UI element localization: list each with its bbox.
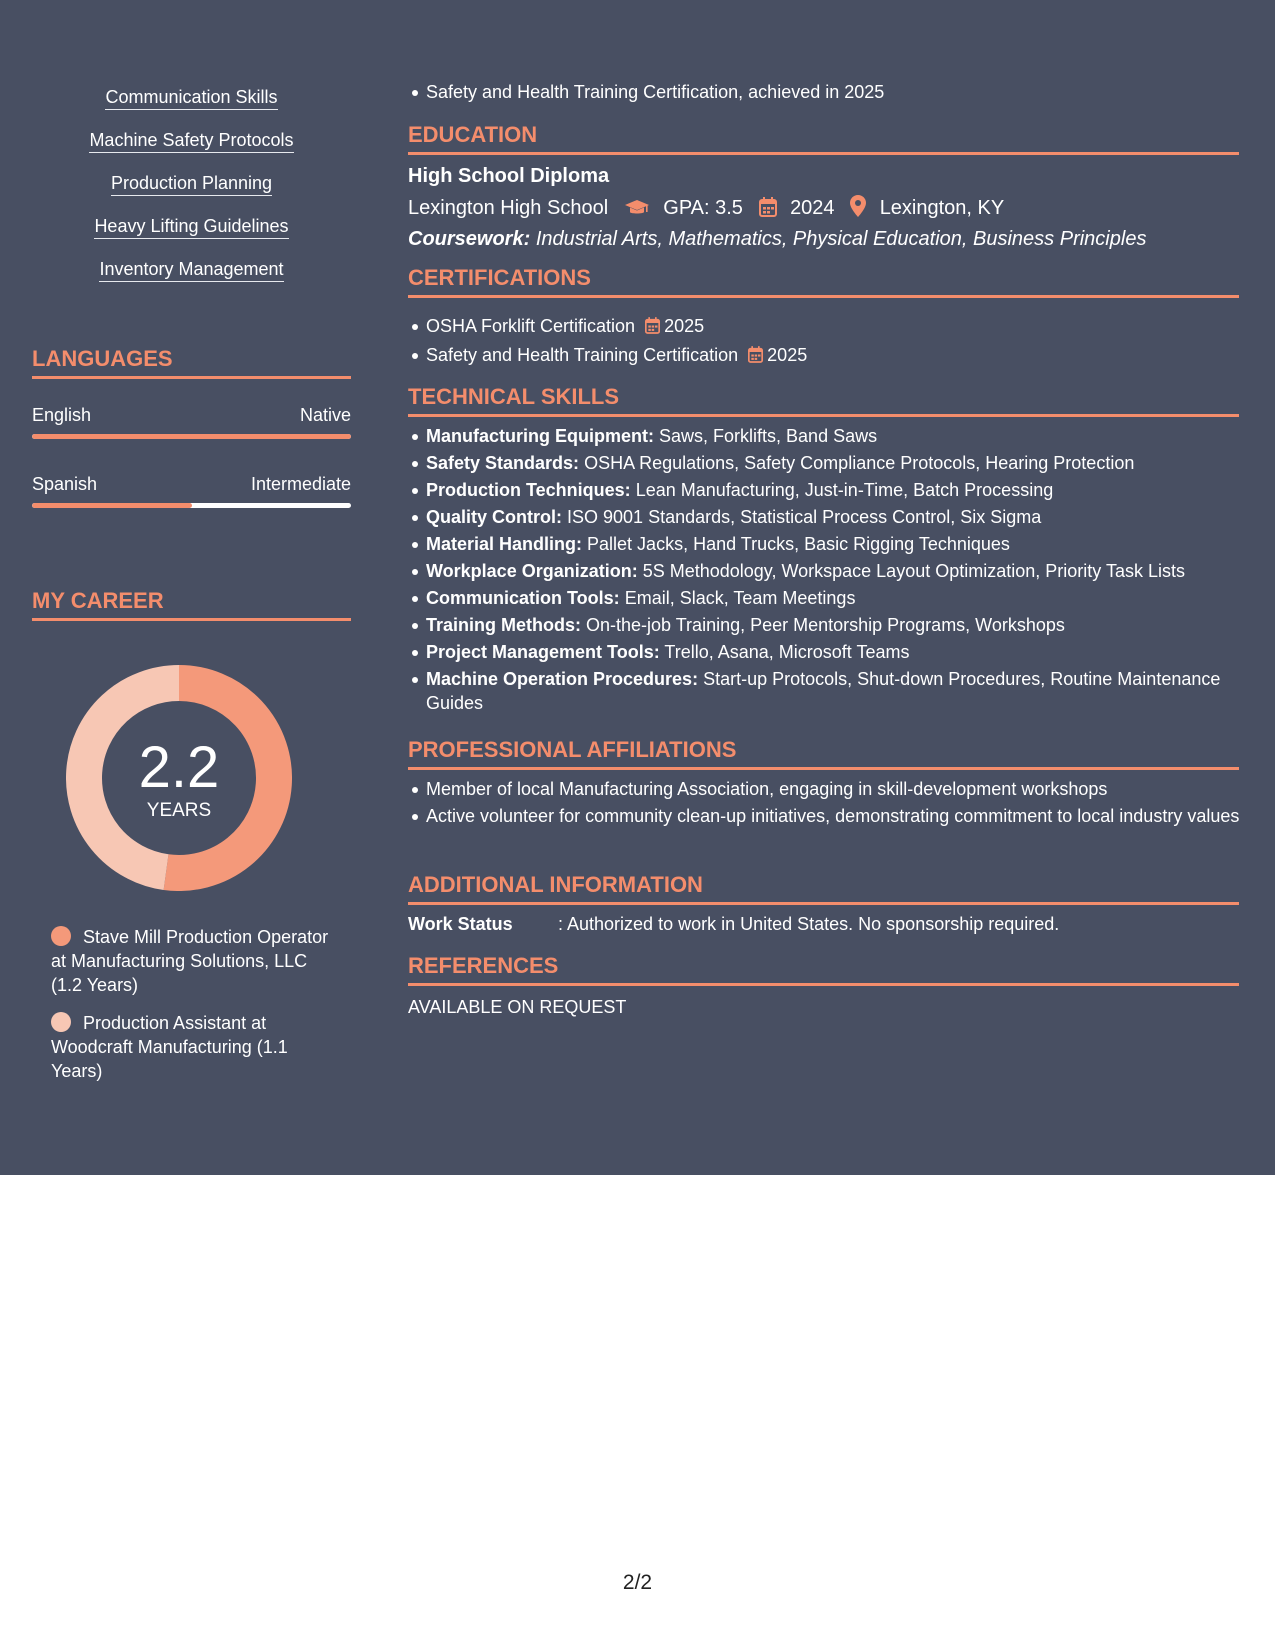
tech-skill-value: ISO 9001 Standards, Statistical Process Control, Six Sigma bbox=[567, 507, 1042, 527]
affiliations-list bbox=[408, 777, 1257, 831]
tech-skill-value: Trello, Asana, Microsoft Teams bbox=[664, 642, 910, 662]
education-year: 2024 bbox=[790, 197, 835, 219]
languages-heading: LANGUAGES bbox=[32, 346, 351, 379]
tech-skill-label: Material Handling: bbox=[426, 534, 583, 554]
tech-skill-value: Lean Manufacturing, Just-in-Time, Batch Processing bbox=[635, 480, 1054, 500]
tech-skill-value: On-the-job Training, Peer Mentorship Programs, Workshops bbox=[586, 615, 1065, 635]
certifications-heading: CERTIFICATIONS bbox=[408, 265, 1239, 298]
certification-year: 2025 bbox=[664, 316, 705, 336]
tech-skill-value: 5S Methodology, Workspace Layout Optimization, Priority Task Lists bbox=[642, 561, 1185, 581]
graduation-cap-icon bbox=[624, 198, 650, 224]
references-text: AVAILABLE ON REQUEST bbox=[408, 997, 627, 1017]
certification-name: Safety and Health Training Certification bbox=[426, 345, 739, 365]
tech-skill-item bbox=[426, 424, 1257, 448]
work-status-value: : Authorized to work in United States. No sponsorship required. bbox=[558, 914, 1060, 934]
tech-skill-label: Safety Standards: bbox=[426, 453, 580, 473]
tech-skill-value: Email, Slack, Team Meetings bbox=[624, 588, 856, 608]
tech-skill-label: Project Management Tools: bbox=[426, 642, 660, 662]
tech-skill-label: Training Methods: bbox=[426, 615, 581, 635]
tech-skill-item bbox=[426, 478, 1257, 502]
career-legend-item bbox=[51, 1011, 341, 1083]
education-coursework bbox=[408, 226, 1146, 252]
additional-info-heading: ADDITIONAL INFORMATION bbox=[408, 872, 1239, 905]
legend-dot bbox=[51, 926, 71, 946]
language-bar-fill bbox=[32, 503, 192, 508]
work-status-row bbox=[408, 912, 1059, 936]
education-details bbox=[408, 195, 1004, 224]
tech-skill-item bbox=[426, 586, 1257, 610]
tech-skill-item bbox=[426, 451, 1257, 475]
location-pin-icon bbox=[850, 195, 866, 224]
list-item: Safety and Health Training Certification, achieved in 2025 bbox=[426, 80, 1257, 104]
coursework-value: Industrial Arts, Mathematics, Physical Education, Business Principles bbox=[535, 228, 1147, 250]
career-legend-text: Production Assistant at Woodcraft Manufacturing (1.1 Years) bbox=[51, 1013, 288, 1081]
tech-skill-label: Manufacturing Equipment: bbox=[426, 426, 654, 446]
tech-skill-item bbox=[426, 613, 1257, 637]
affiliation-item: Member of local Manufacturing Association, engaging in skill-development workshops bbox=[426, 777, 1257, 801]
certification-name: OSHA Forklift Certification bbox=[426, 316, 636, 336]
language-row bbox=[32, 473, 351, 495]
language-level: Intermediate bbox=[250, 474, 351, 494]
language-level: Native bbox=[299, 405, 351, 425]
tech-skill-value: Start-up Protocols, Shut-down Procedures, Routine Maintenance Guides bbox=[426, 669, 1221, 713]
language-bar bbox=[32, 503, 351, 508]
tech-skill-label: Production Techniques: bbox=[426, 480, 631, 500]
tech-skill-item bbox=[426, 640, 1257, 664]
tech-skill-item bbox=[426, 532, 1257, 556]
education-school: Lexington High School bbox=[408, 197, 609, 219]
tech-skill-label: Machine Operation Procedures: bbox=[426, 669, 699, 689]
education-gpa: GPA: 3.5 bbox=[663, 197, 743, 219]
skill-item: Communication Skills bbox=[105, 86, 277, 110]
certification-year: 2025 bbox=[767, 345, 808, 365]
skill-item: Heavy Lifting Guidelines bbox=[94, 215, 288, 239]
language-row bbox=[32, 404, 351, 426]
technical-skills-list bbox=[408, 424, 1257, 718]
education-degree: High School Diploma bbox=[408, 165, 610, 187]
career-legend-text: Stave Mill Production Operator at Manufacturing Solutions, LLC (1.2 Years) bbox=[51, 927, 329, 995]
certification-item bbox=[426, 343, 1257, 369]
language-name: English bbox=[32, 405, 92, 425]
page-number: 2/2 bbox=[622, 1571, 653, 1594]
coursework-label: Coursework: bbox=[408, 228, 531, 250]
tech-skill-label: Workplace Organization: bbox=[426, 561, 638, 581]
tech-skill-item bbox=[426, 559, 1257, 583]
tech-skill-value: OSHA Regulations, Safety Compliance Protocols, Hearing Protection bbox=[584, 453, 1135, 473]
references-heading: REFERENCES bbox=[408, 953, 1239, 986]
work-status-label: Work Status bbox=[408, 914, 513, 934]
language-bar-fill bbox=[32, 434, 351, 439]
calendar-icon bbox=[748, 345, 763, 369]
career-legend-item bbox=[51, 925, 341, 997]
tech-skill-value: Pallet Jacks, Hand Trucks, Basic Rigging Techniques bbox=[587, 534, 1010, 554]
tech-skill-value: Saws, Forklifts, Band Saws bbox=[659, 426, 878, 446]
skill-item: Production Planning bbox=[111, 172, 272, 196]
certification-item bbox=[426, 314, 1257, 340]
affiliation-item: Active volunteer for community clean-up initiatives, demonstrating commitment to local industry values bbox=[426, 804, 1257, 828]
legend-dot bbox=[51, 1012, 71, 1032]
calendar-icon bbox=[759, 197, 777, 224]
career-total: 2.2 bbox=[138, 735, 220, 800]
education-location: Lexington, KY bbox=[879, 197, 1005, 219]
career-donut-chart bbox=[66, 665, 292, 891]
skill-item: Inventory Management bbox=[99, 258, 283, 282]
education-heading: EDUCATION bbox=[408, 122, 1239, 155]
language-name: Spanish bbox=[32, 474, 98, 494]
tech-skill-label: Quality Control: bbox=[426, 507, 562, 527]
tech-skill-label: Communication Tools: bbox=[426, 588, 620, 608]
skills-list bbox=[32, 86, 351, 301]
certifications-list bbox=[408, 314, 1257, 372]
calendar-icon bbox=[645, 316, 660, 340]
tech-skill-item bbox=[426, 505, 1257, 529]
top-bullet-list bbox=[408, 80, 1257, 107]
career-heading: MY CAREER bbox=[32, 588, 351, 621]
language-bar bbox=[32, 434, 351, 439]
tech-skill-item bbox=[426, 667, 1257, 715]
skill-item: Machine Safety Protocols bbox=[89, 129, 293, 153]
affiliations-heading: PROFESSIONAL AFFILIATIONS bbox=[408, 737, 1239, 770]
technical-skills-heading: TECHNICAL SKILLS bbox=[408, 384, 1239, 417]
career-unit: YEARS bbox=[146, 800, 212, 821]
